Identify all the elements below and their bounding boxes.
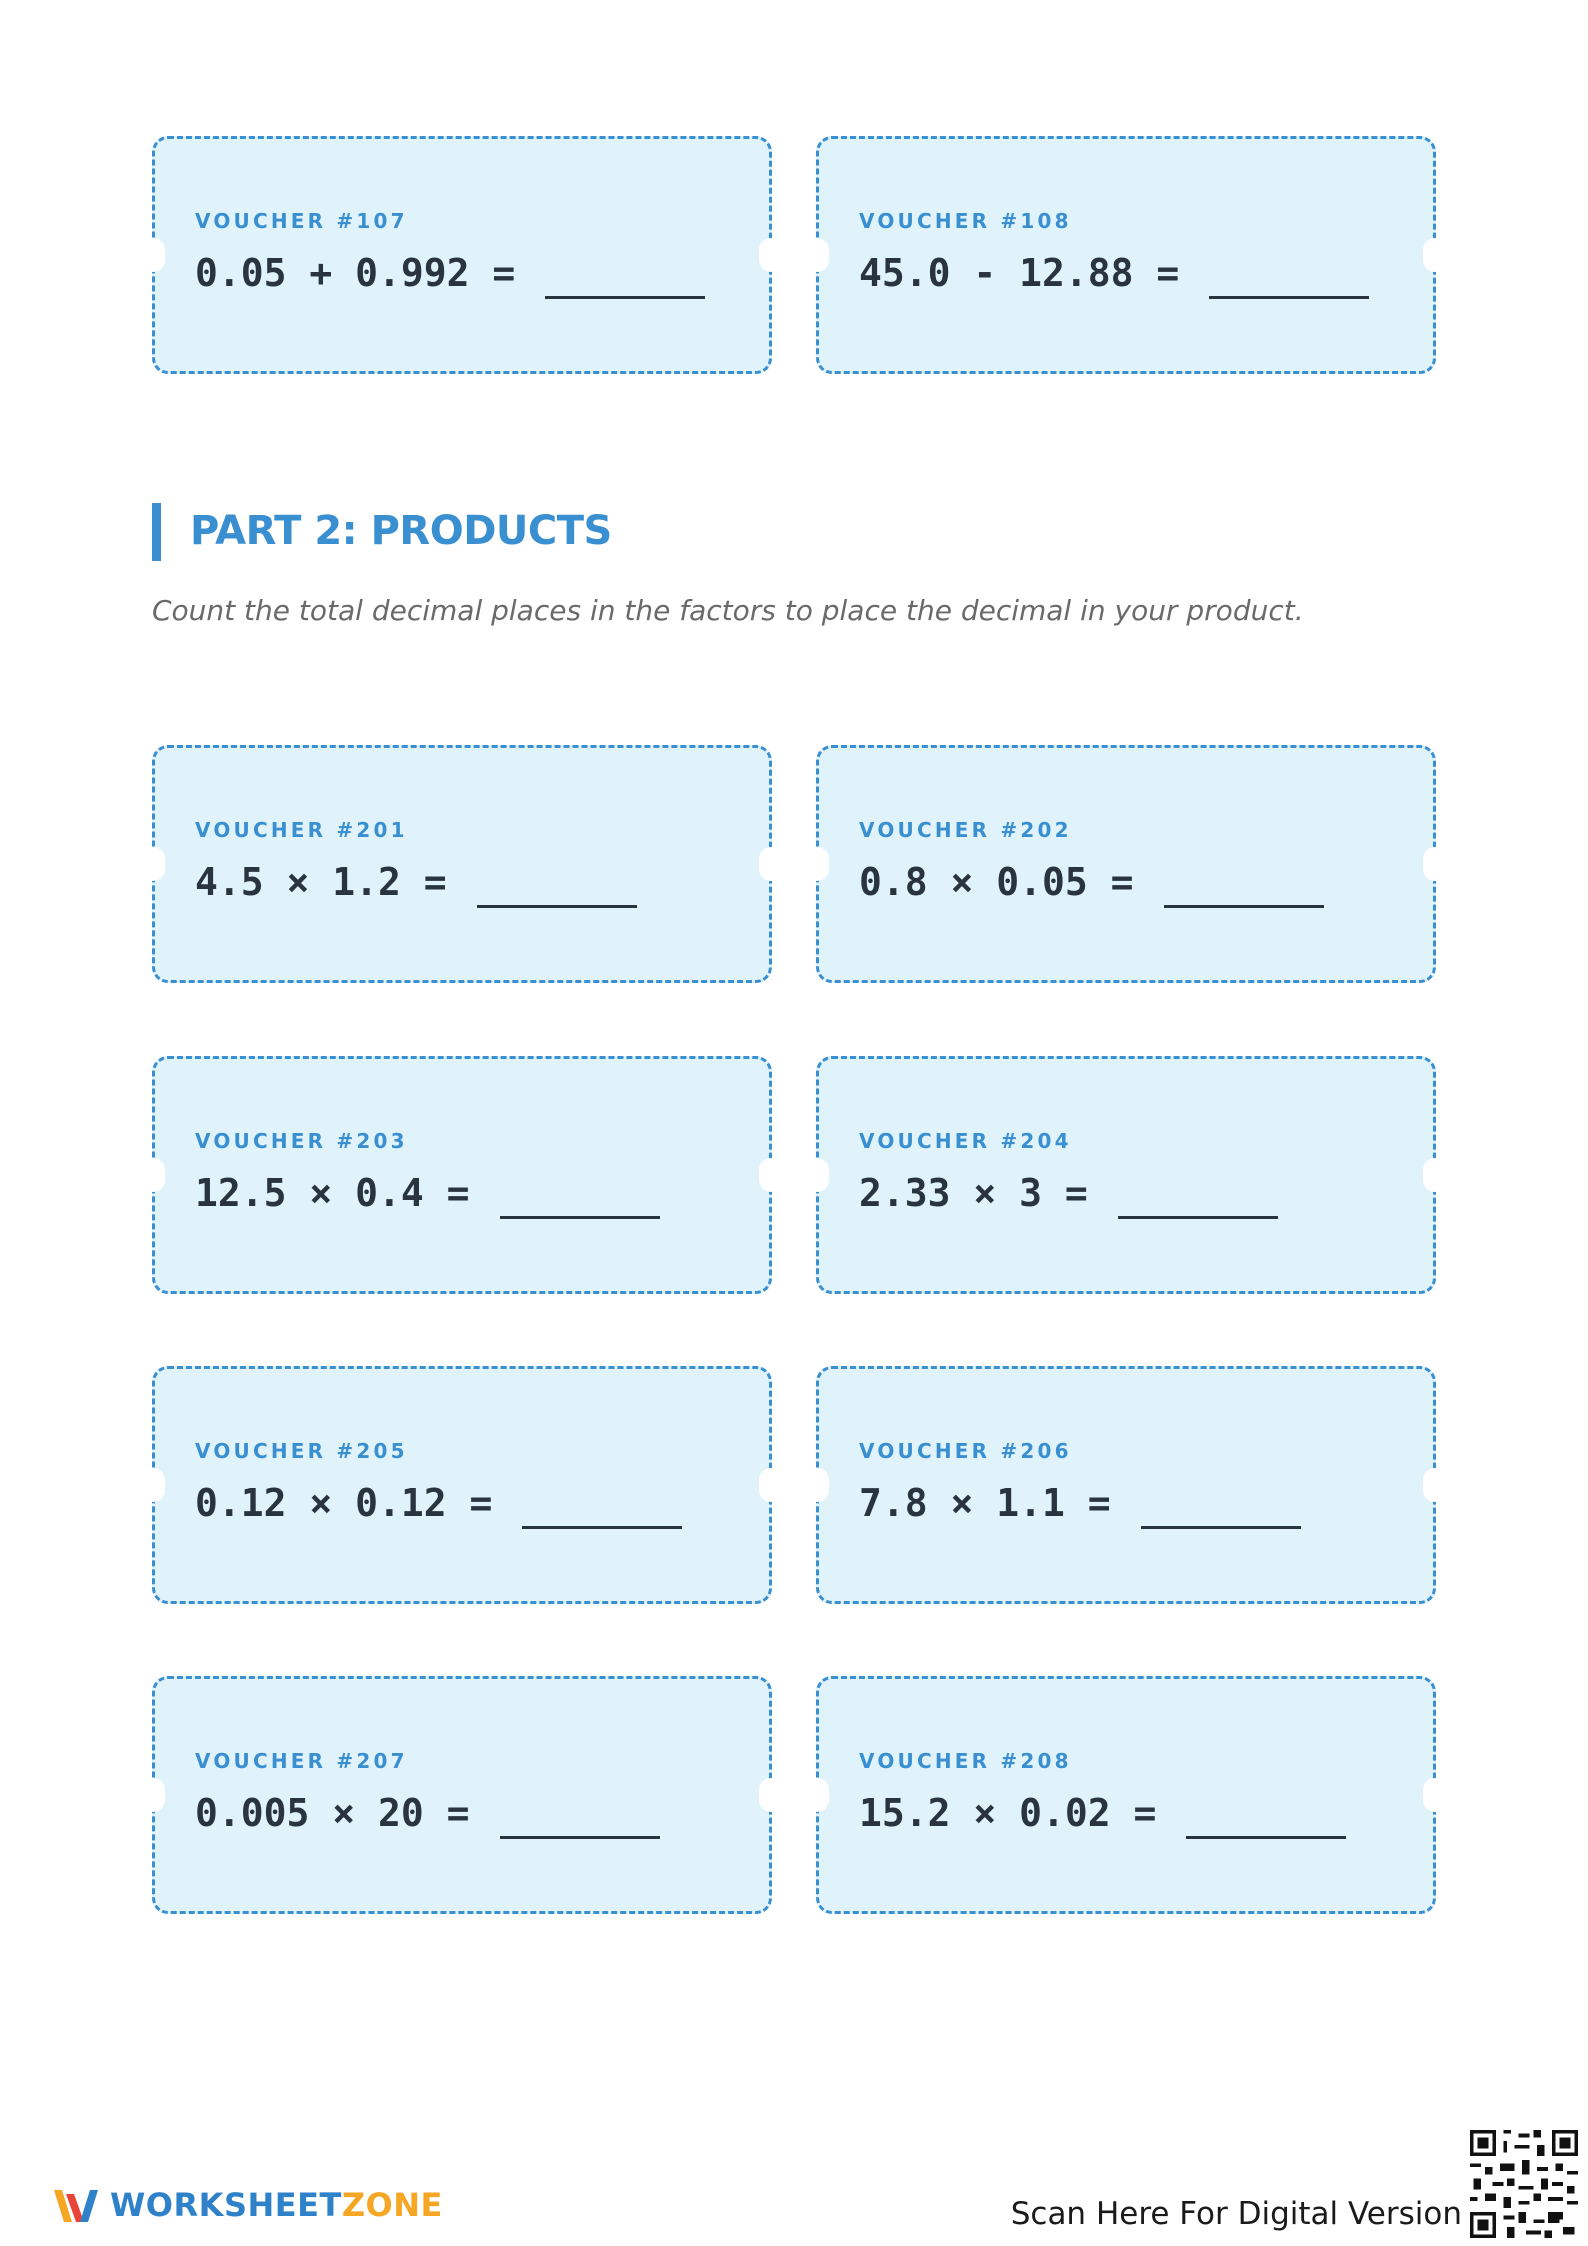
voucher-expression: 0.12 × 0.12 =	[195, 1481, 493, 1525]
answer-blank[interactable]	[500, 1216, 660, 1219]
voucher-206	[816, 1366, 1436, 1604]
answer-blank[interactable]	[1209, 296, 1369, 299]
voucher-label: VOUCHER #201	[195, 818, 408, 842]
voucher-108	[816, 136, 1436, 374]
voucher-expression: 7.8 × 1.1 =	[859, 1481, 1111, 1525]
voucher-label: VOUCHER #108	[859, 209, 1072, 233]
voucher-203	[152, 1056, 772, 1294]
answer-blank[interactable]	[1186, 1836, 1346, 1839]
voucher-label: VOUCHER #107	[195, 209, 408, 233]
section-accent-bar	[152, 503, 161, 561]
voucher-label: VOUCHER #207	[195, 1749, 408, 1773]
instructions: Count the total decimal places in the factors to place the decimal in your product.	[152, 594, 1304, 627]
qr-code-icon[interactable]	[1470, 2130, 1578, 2238]
logo-text: WORKSHEETZONE	[110, 2186, 443, 2224]
voucher-207	[152, 1676, 772, 1914]
voucher-205	[152, 1366, 772, 1604]
answer-blank[interactable]	[545, 296, 705, 299]
answer-blank[interactable]	[522, 1526, 682, 1529]
voucher-208	[816, 1676, 1436, 1914]
answer-blank[interactable]	[1118, 1216, 1278, 1219]
voucher-204	[816, 1056, 1436, 1294]
voucher-expression: 15.2 × 0.02 =	[859, 1791, 1157, 1835]
voucher-label: VOUCHER #205	[195, 1439, 408, 1463]
worksheetzone-logo[interactable]	[50, 2180, 443, 2230]
voucher-202	[816, 745, 1436, 983]
voucher-label: VOUCHER #208	[859, 1749, 1072, 1773]
voucher-label: VOUCHER #206	[859, 1439, 1072, 1463]
answer-blank[interactable]	[500, 1836, 660, 1839]
voucher-expression: 4.5 × 1.2 =	[195, 860, 447, 904]
answer-blank[interactable]	[1141, 1526, 1301, 1529]
voucher-expression: 0.05 + 0.992 =	[195, 251, 516, 295]
voucher-label: VOUCHER #203	[195, 1129, 408, 1153]
logo-icon	[50, 2180, 100, 2230]
answer-blank[interactable]	[477, 905, 637, 908]
voucher-expression: 0.8 × 0.05 =	[859, 860, 1134, 904]
section-title: PART 2: PRODUCTS	[190, 508, 612, 554]
voucher-label: VOUCHER #204	[859, 1129, 1072, 1153]
voucher-107	[152, 136, 772, 374]
answer-blank[interactable]	[1164, 905, 1324, 908]
voucher-expression: 0.005 × 20 =	[195, 1791, 470, 1835]
scan-caption: Scan Here For Digital Version	[1010, 2196, 1462, 2232]
voucher-201	[152, 745, 772, 983]
voucher-expression: 45.0 - 12.88 =	[859, 251, 1180, 295]
voucher-label: VOUCHER #202	[859, 818, 1072, 842]
voucher-expression: 2.33 × 3 =	[859, 1171, 1088, 1215]
voucher-expression: 12.5 × 0.4 =	[195, 1171, 470, 1215]
